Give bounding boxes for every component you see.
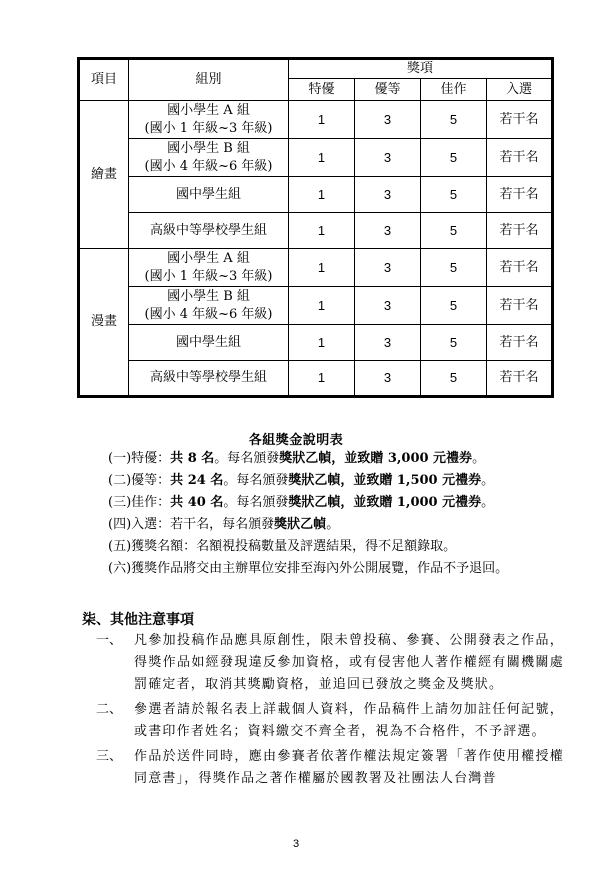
bold-text: 共 8 名	[170, 451, 215, 466]
prize-item-marker: (一)	[108, 451, 132, 466]
value-cell: 3	[355, 361, 421, 397]
prize-item	[108, 470, 558, 492]
prize-item	[108, 536, 558, 558]
value-cell: 5	[421, 139, 487, 177]
prize-item	[108, 448, 558, 470]
value-cell: 若干名	[487, 325, 553, 361]
note-item	[96, 746, 564, 790]
header-award-col: 特優	[289, 79, 355, 101]
bold-text: 獎狀乙幀，並致贈 1,500 元禮券	[288, 473, 482, 488]
notes-list	[96, 630, 564, 793]
prize-item-marker: (五)	[108, 539, 132, 554]
group-cell: 國小學生 A 組 (國小 1 年級~3 年級)	[129, 249, 289, 287]
value-cell: 3	[355, 213, 421, 249]
header-group: 組別	[129, 59, 289, 101]
bold-text: 獎狀乙幀，並致贈 3,000 元禮券	[279, 451, 473, 466]
note-marker: 二、	[96, 702, 123, 717]
note-item	[96, 630, 564, 696]
table-caption: 各組獎金說明表	[248, 433, 344, 448]
text: 獲獎作品將交由主辦單位安排至海內外公開展覽，作品不予退回。	[131, 561, 509, 576]
table-row	[79, 249, 553, 287]
table-row	[79, 177, 553, 213]
prize-item-marker: (三)	[108, 495, 132, 510]
value-cell: 3	[355, 101, 421, 139]
table-row	[79, 287, 553, 325]
group-cell: 國小學生 B 組 (國小 4 年級~6 年級)	[129, 139, 289, 177]
prize-item-marker: (四)	[108, 517, 132, 532]
header-award-col: 入選	[487, 79, 553, 101]
value-cell: 若干名	[487, 361, 553, 397]
prize-item	[108, 492, 558, 514]
value-cell: 若干名	[487, 213, 553, 249]
value-cell: 1	[289, 325, 355, 361]
value-cell: 1	[289, 361, 355, 397]
note-item	[96, 699, 564, 743]
value-cell: 5	[421, 325, 487, 361]
header-award-col: 優等	[355, 79, 421, 101]
value-cell: 5	[421, 361, 487, 397]
prize-item-text	[131, 470, 558, 492]
value-cell: 1	[289, 101, 355, 139]
value-cell: 1	[289, 287, 355, 325]
category-cell: 繪畫	[79, 101, 129, 249]
prize-item-text	[131, 536, 558, 558]
text: 。每名頒發	[223, 473, 289, 488]
text: 獲獎名額：名額視投稿數量及評選結果，得不足額錄取。	[131, 539, 457, 554]
value-cell: 若干名	[487, 177, 553, 213]
bold-text: 共 24 名	[170, 473, 224, 488]
group-cell: 國小學生 A 組 (國小 1 年級~3 年級)	[129, 101, 289, 139]
text: 。每名頒發	[223, 495, 289, 510]
value-cell: 5	[421, 213, 487, 249]
prize-item	[108, 514, 558, 536]
value-cell: 3	[355, 177, 421, 213]
text: 。每名頒發	[214, 451, 280, 466]
table-row	[79, 139, 553, 177]
value-cell: 1	[289, 177, 355, 213]
text: 特優：	[131, 451, 171, 466]
prize-item-text	[131, 514, 558, 536]
prize-item-marker: (二)	[108, 473, 132, 488]
group-cell: 高級中等學校學生組	[129, 213, 289, 249]
text: 。	[326, 517, 340, 532]
prize-item-marker: (六)	[108, 561, 132, 576]
value-cell: 1	[289, 249, 355, 287]
value-cell: 3	[355, 249, 421, 287]
text: 佳作：	[131, 495, 171, 510]
group-cell: 國中學生組	[129, 325, 289, 361]
table-row	[79, 101, 553, 139]
group-cell: 國中學生組	[129, 177, 289, 213]
value-cell: 若干名	[487, 249, 553, 287]
table-row	[79, 213, 553, 249]
prize-item-text	[131, 492, 558, 514]
category-cell: 漫畫	[79, 249, 129, 397]
note-marker: 一、	[96, 633, 123, 648]
group-cell: 國小學生 B 組 (國小 4 年級~6 年級)	[129, 287, 289, 325]
prize-item-text	[131, 448, 558, 470]
text: 。	[472, 451, 486, 466]
value-cell: 若干名	[487, 101, 553, 139]
prize-item	[108, 558, 558, 580]
value-cell: 1	[289, 213, 355, 249]
text: 。	[481, 495, 495, 510]
prize-item-text	[131, 558, 558, 580]
bold-text: 共 40 名	[170, 495, 224, 510]
value-cell: 1	[289, 139, 355, 177]
prize-list	[108, 448, 558, 580]
note-text: 作品於送件同時，應由參賽者依著作權法規定簽署「著作使用權授權同意書」，得獎作品之著作權屬於國教署及社團法人台灣普	[134, 749, 564, 786]
note-text: 參選者請於報名表上詳載個人資料，作品稿件上請勿加註任何記號，或書印作者姓名；資料繳交不齊全者，視為不合格件，不予評選。	[134, 702, 564, 739]
value-cell: 3	[355, 139, 421, 177]
value-cell: 3	[355, 287, 421, 325]
value-cell: 5	[421, 287, 487, 325]
page-number: 3	[292, 838, 300, 850]
value-cell: 若干名	[487, 287, 553, 325]
table-row	[79, 361, 553, 397]
group-cell: 高級中等學校學生組	[129, 361, 289, 397]
text: 入選：若干名，每名頒發	[131, 517, 275, 532]
section-title: 柒、其他注意事項	[82, 612, 194, 628]
note-marker: 三、	[96, 749, 123, 764]
text: 優等：	[131, 473, 171, 488]
value-cell: 5	[421, 177, 487, 213]
value-cell: 5	[421, 101, 487, 139]
header-award: 獎項	[289, 59, 553, 79]
table-row	[79, 325, 553, 361]
value-cell: 若干名	[487, 139, 553, 177]
note-text: 凡參加投稿作品應具原創性，限未曾投稿、參賽、公開發表之作品，得獎作品如經發現違反參加資格，或有侵害他人著作權經有關機關處罰確定者，取消其獎勵資格，並追回已發放之獎金及獎狀。	[134, 633, 564, 692]
awards-table	[77, 57, 554, 398]
bold-text: 獎狀乙幀，並致贈 1,000 元禮券	[288, 495, 482, 510]
header-item: 項目	[79, 59, 129, 101]
value-cell: 3	[355, 325, 421, 361]
header-award-col: 佳作	[421, 79, 487, 101]
text: 。	[481, 473, 495, 488]
value-cell: 5	[421, 249, 487, 287]
bold-text: 獎狀乙幀	[274, 517, 327, 532]
